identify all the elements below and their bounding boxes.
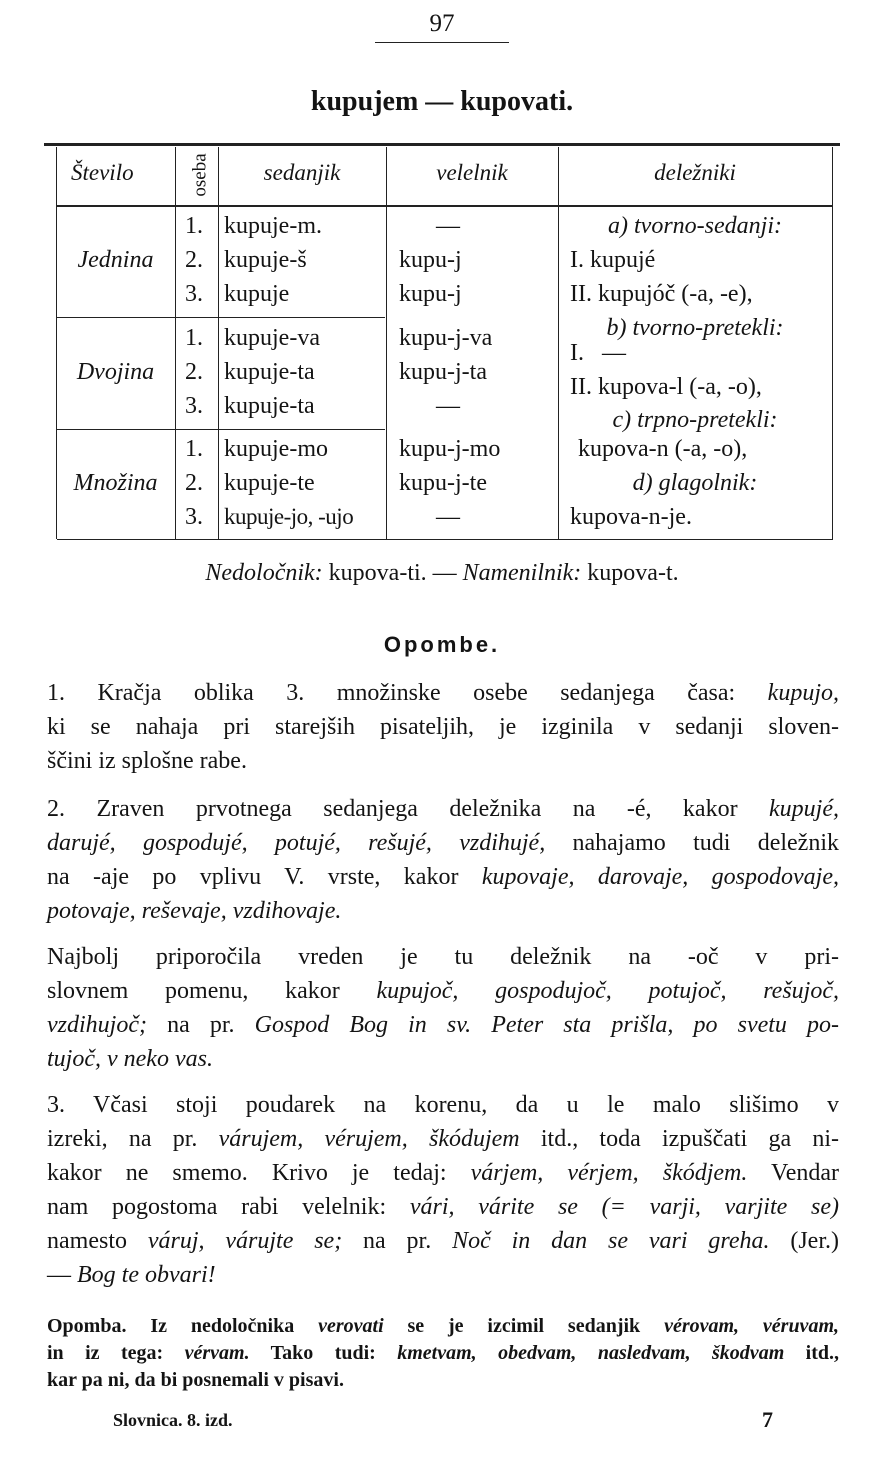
page-number: 97 xyxy=(429,10,455,37)
text-line xyxy=(47,940,839,974)
oseba-cell: 2. xyxy=(185,470,203,496)
table-bottom-rule xyxy=(57,539,833,540)
table-header-rule xyxy=(57,205,833,207)
roman-text: nam pogostoma rabi velelnik: xyxy=(47,1194,410,1220)
text-line xyxy=(47,676,839,710)
group-label-jednina: Jednina xyxy=(77,247,154,273)
infinitive-value: kupova-ti. xyxy=(328,560,427,586)
deleznik-line: c) trpno-pretekli: xyxy=(612,407,778,433)
roman-text: na pr. xyxy=(146,1012,255,1038)
text-line xyxy=(47,1156,839,1190)
italic-text: kupujo, xyxy=(767,680,839,706)
italic-text: vzdihujoč; xyxy=(47,1012,147,1038)
text-line xyxy=(47,1190,839,1224)
velelnik-cell: kupu-j xyxy=(399,281,462,307)
italic-text: Noč in dan se vari greha. xyxy=(452,1228,770,1254)
header-sedanjik: sedanjik xyxy=(263,160,341,185)
deleznik-line: II. kupujóč (-a, -e), xyxy=(570,281,753,307)
notes-heading: Opombe. xyxy=(383,632,501,657)
text-line xyxy=(47,1340,839,1367)
group-label-dvojina: Dvojina xyxy=(76,359,155,385)
page-title: kupujem — kupovati. xyxy=(310,86,574,117)
note-paragraph-4 xyxy=(47,1088,839,1292)
text-line xyxy=(47,860,839,894)
text-line xyxy=(47,1042,839,1076)
italic-text: várujem, vérujem, škódujem xyxy=(218,1126,520,1152)
roman-text: Vendar xyxy=(747,1160,839,1186)
italic-text: potovaje, reševaje, vzdihovaje. xyxy=(47,898,342,924)
roman-text: Opomba. Iz nedoločnika xyxy=(47,1315,319,1337)
oseba-cell: 3. xyxy=(185,393,203,419)
roman-text: itd., toda izpuščati ga ni- xyxy=(519,1126,839,1152)
table-top-rule xyxy=(44,143,840,146)
italic-text: Bog te obvari! xyxy=(77,1262,216,1288)
roman-text: 3. Včasi stoji poudarek na korenu, da u le malo slišimo v xyxy=(47,1092,839,1118)
header-velelnik: velelnik xyxy=(436,160,508,185)
text-line xyxy=(47,1088,839,1122)
roman-text: Tako tudi: xyxy=(249,1342,398,1364)
oseba-cell: 1. xyxy=(185,325,203,351)
note-paragraph-3 xyxy=(47,940,839,1076)
oseba-cell: 2. xyxy=(185,359,203,385)
text-line xyxy=(47,1224,839,1258)
text-line xyxy=(47,1313,839,1340)
deleznik-line: I. kupujé xyxy=(570,247,656,273)
text-line xyxy=(47,1367,839,1394)
footnote-opomba xyxy=(47,1313,839,1394)
roman-text: in iz tega: xyxy=(47,1342,185,1364)
supine-label: Namenilnik: xyxy=(462,560,582,586)
footer-signature: 7 xyxy=(762,1407,773,1432)
text-line xyxy=(47,894,839,928)
sedanjik-cell: kupuje-te xyxy=(224,470,315,496)
group-rule-2 xyxy=(57,429,385,430)
roman-text: Najbolj priporočila vreden je tu deležnik na -oč v pri- xyxy=(47,944,839,970)
velelnik-cell: — xyxy=(436,393,460,419)
col-rule-2 xyxy=(218,147,219,539)
roman-text: slovnem pomenu, kakor xyxy=(47,978,377,1004)
supine-value: kupova-t. xyxy=(587,560,679,586)
header-stevilo: Število xyxy=(71,160,134,185)
deleznik-line: I. — xyxy=(570,340,626,366)
col-rule-3 xyxy=(386,147,387,539)
col-rule-1 xyxy=(175,147,176,539)
sedanjik-cell: kupuje-m. xyxy=(224,213,322,239)
deleznik-line: d) glagolnik: xyxy=(632,470,758,496)
velelnik-cell: kupu-j-va xyxy=(399,325,493,351)
infinitive-dash: — xyxy=(432,560,457,586)
deleznik-line: a) tvorno-sedanji: xyxy=(608,213,782,239)
sedanjik-cell: kupuje-ta xyxy=(224,359,315,385)
group-label-mnozina: Množina xyxy=(73,470,158,496)
header-delezniki: deležniki xyxy=(654,160,736,185)
velelnik-cell: — xyxy=(436,213,460,239)
deleznik-line: kupova-n (-a, -o), xyxy=(578,436,748,462)
italic-text: darujé, gospodujé, potujé, rešujé, vzdihujé, xyxy=(47,830,546,856)
oseba-cell: 3. xyxy=(185,281,203,307)
velelnik-cell: kupu-j-ta xyxy=(399,359,487,385)
italic-text: kupujé, xyxy=(769,796,839,822)
roman-text: kar pa ni, da bi posnemali v pisavi. xyxy=(47,1369,344,1391)
text-line xyxy=(47,826,839,860)
page-number-rule xyxy=(375,42,509,43)
text-line xyxy=(47,1008,839,1042)
roman-text: namesto xyxy=(47,1228,148,1254)
infinitive-label: Nedoločnik: xyxy=(205,560,323,586)
roman-text: — xyxy=(47,1262,77,1288)
deleznik-line: kupova-n-je. xyxy=(570,504,692,530)
group-rule-1 xyxy=(57,317,385,318)
oseba-cell: 3. xyxy=(185,504,203,530)
sedanjik-cell: kupuje xyxy=(224,281,290,307)
oseba-cell: 1. xyxy=(185,213,203,239)
text-line xyxy=(47,710,839,744)
sedanjik-cell: kupuje-va xyxy=(224,325,320,351)
roman-text: itd., xyxy=(784,1342,840,1364)
text-line xyxy=(47,1122,839,1156)
note-paragraph-2 xyxy=(47,792,839,928)
roman-text: ščini iz splošne rabe. xyxy=(47,748,247,774)
footer-edition: Slovnica. 8. izd. xyxy=(113,1410,233,1430)
roman-text: na -aje po vplivu V. vrste, kakor xyxy=(47,864,482,890)
roman-text: se je izcimil sedanjik xyxy=(383,1315,665,1337)
deleznik-line: b) tvorno-pretekli: xyxy=(606,315,784,341)
roman-text: izreki, na pr. xyxy=(47,1126,219,1152)
note-paragraph-1 xyxy=(47,676,839,778)
velelnik-cell: kupu-j xyxy=(399,247,462,273)
italic-text: várjem, vérjem, škódjem. xyxy=(470,1160,748,1186)
roman-text: kakor ne smemo. Krivo je tedaj: xyxy=(47,1160,471,1186)
oseba-cell: 1. xyxy=(185,436,203,462)
italic-text: kmetvam, obedvam, nasledvam, škodvam xyxy=(397,1342,785,1364)
roman-text: nahajamo tudi deležnik xyxy=(545,830,839,856)
italic-text: vérvam. xyxy=(184,1342,250,1364)
velelnik-cell: — xyxy=(436,504,460,530)
italic-text: vári, várite se (= varji, varjite se) xyxy=(409,1194,840,1220)
velelnik-cell: kupu-j-mo xyxy=(399,436,501,462)
text-line xyxy=(47,974,839,1008)
roman-text: 1. Kračja oblika 3. množinske osebe sedanjega časa: xyxy=(47,680,768,706)
roman-text: 2. Zraven prvotnega sedanjega deležnika na -é, kakor xyxy=(47,796,770,822)
infinitive-line xyxy=(0,556,884,590)
text-line xyxy=(47,744,839,778)
italic-text: kupovaje, darovaje, gospodovaje, xyxy=(481,864,839,890)
italic-text: váruj, várujte se; xyxy=(147,1228,343,1254)
sedanjik-cell: kupuje-š xyxy=(224,247,307,273)
italic-text: verovati xyxy=(318,1315,384,1337)
roman-text: ki se nahaja pri starejših pisateljih, je izginila v sedanji sloven- xyxy=(47,714,839,740)
header-oseba: oseba xyxy=(189,153,211,197)
sedanjik-cell: kupuje-ta xyxy=(224,393,315,419)
roman-text: (Jer.) xyxy=(769,1228,839,1254)
text-line xyxy=(47,792,839,826)
italic-text: Gospod Bog in sv. Peter sta prišla, po svetu po- xyxy=(254,1012,839,1038)
italic-text: vérovam, véruvam, xyxy=(664,1315,839,1337)
deleznik-line: II. kupova-l (-a, -o), xyxy=(570,374,762,400)
italic-text: kupujoč, gospodujoč, potujoč, rešujoč, xyxy=(376,978,839,1004)
sedanjik-cell: kupuje-jo, -ujo xyxy=(224,504,354,529)
sedanjik-cell: kupuje-mo xyxy=(224,436,328,462)
table-right-rule xyxy=(832,147,833,539)
oseba-cell: 2. xyxy=(185,247,203,273)
italic-text: tujoč, v neko vas. xyxy=(47,1046,213,1072)
text-line xyxy=(47,1258,839,1292)
velelnik-cell: kupu-j-te xyxy=(399,470,487,496)
roman-text: na pr. xyxy=(342,1228,453,1254)
